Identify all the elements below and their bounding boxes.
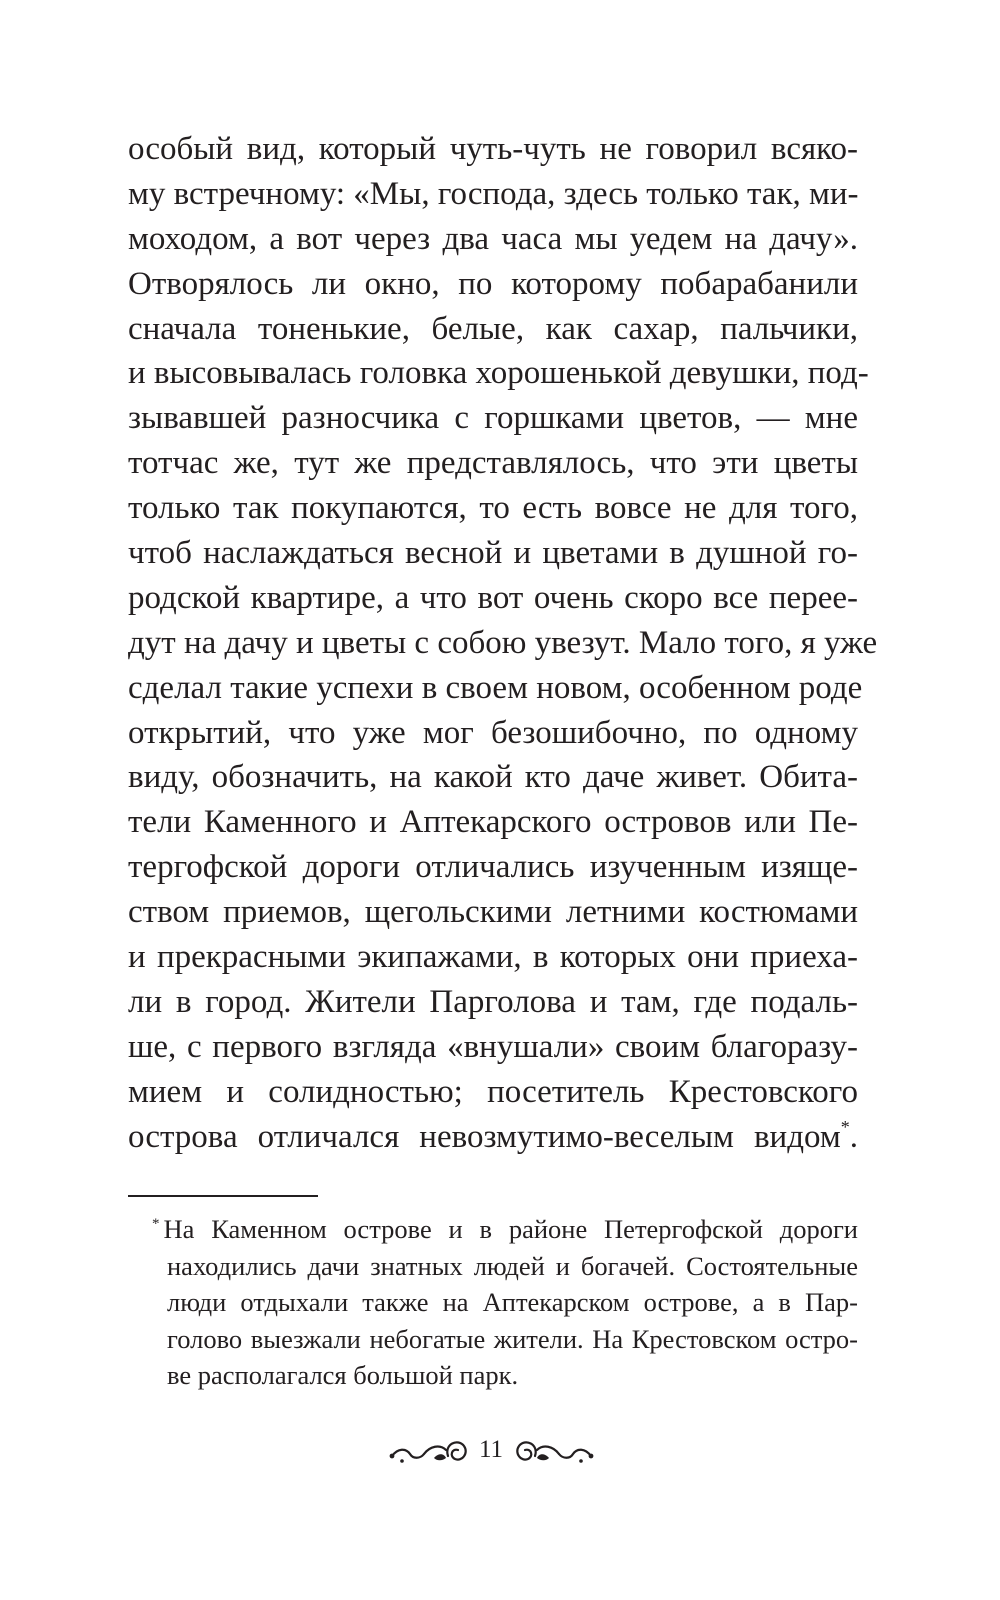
body-line: ли в город. Жители Парголова и там, где подаль- <box>128 983 858 1020</box>
footnote-reference[interactable]: * <box>840 1116 850 1137</box>
body-line: тотчас же, тут же представлялось, что эти цветы <box>128 445 858 482</box>
body-line: Отворялось ли окно, по которому побарабанили <box>128 265 858 302</box>
body-line: моходом, а вот через два часа мы уедем на дачу». <box>128 220 858 257</box>
footnote-line <box>152 1211 858 1248</box>
body-line: родской квартире, а что вот очень скоро все перее- <box>128 579 858 616</box>
body-line: сделал такие успехи в своем новом, особенном роде <box>128 669 863 706</box>
body-line: особый вид, который чуть-чуть не говорил всяко- <box>128 131 858 167</box>
footnote-line-text: На Каменном острове и в районе Петергофской дороги <box>163 1214 858 1244</box>
right-flourish-icon <box>513 1434 595 1468</box>
body-text <box>128 127 878 1159</box>
footnote-line: ве располагался большой парк. <box>167 1360 519 1391</box>
page-number: 11 <box>478 1436 504 1463</box>
body-line: мием и солидностью; посетитель Крестовского <box>128 1073 858 1110</box>
body-last-line-text: острова отличался невозмутимо-веселым видом <box>128 1118 841 1155</box>
body-line: зывавшей разносчика с горшками цветов, — мне <box>128 400 858 437</box>
page-footer <box>0 1432 1000 1472</box>
body-line: и высовывалась головка хорошенькой девушки, под- <box>128 355 869 392</box>
left-flourish-icon <box>388 1434 470 1468</box>
body-line: тели Каменного и Аптекарского островов или Пе- <box>128 804 858 841</box>
body-line: и прекрасными экипажами, в которых они приеха- <box>128 939 858 976</box>
body-line: сначала тоненькие, белые, как сахар, пальчики, <box>128 310 858 347</box>
footnote-line: голово выезжали небогатые жители. На Крестовском остро- <box>167 1323 858 1354</box>
body-line: только так покупаются, то есть вовсе не для того, <box>128 490 858 527</box>
footnote-line: люди отдыхали также на Аптекарском острове, а в Пар- <box>167 1287 858 1318</box>
body-line: чтоб наслаждаться весной и цветами в душной го- <box>128 535 858 572</box>
body-last-line <box>128 1115 858 1160</box>
body-line: ством приемов, щегольскими летними костюмами <box>128 894 858 931</box>
body-line: дут на дачу и цветы с собою увезут. Мало того, я уже <box>128 624 878 661</box>
footnote-line: находились дачи знатных людей и богачей. Состоятельные <box>167 1250 858 1281</box>
footnote-divider <box>128 1195 318 1197</box>
period: . <box>849 1118 858 1155</box>
body-line: виду, обозначить, на какой кто даче живет. Обита- <box>128 759 858 796</box>
body-line: тергофской дороги отличались изученным изяще- <box>128 849 858 886</box>
footnote-marker: * <box>152 1216 160 1232</box>
footnote <box>152 1211 858 1394</box>
body-line: ше, с первого взгляда «внушали» своим благоразу- <box>128 1028 858 1065</box>
body-line: му встречному: «Мы, господа, здесь только так, ми- <box>128 175 859 212</box>
body-line: открытий, что уже мог безошибочно, по одному <box>128 714 858 751</box>
